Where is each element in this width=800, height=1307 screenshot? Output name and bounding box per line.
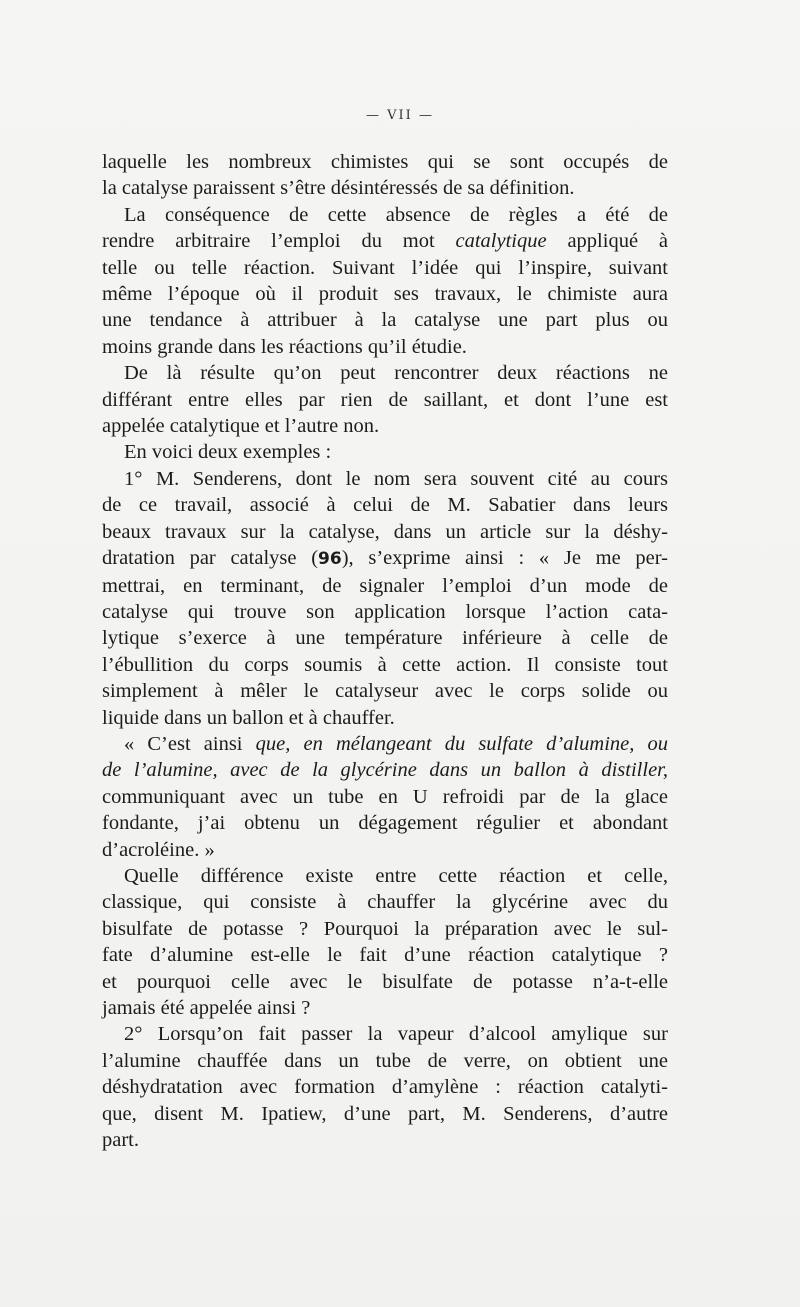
italic-term: catalytique	[455, 230, 547, 253]
text-line: laquelle les nombreux chimistes qui se sont occupés de	[102, 151, 668, 173]
paragraph-4	[102, 439, 668, 465]
text-line: la catalyse paraissent s’être désintéressés de sa définition.	[102, 177, 575, 200]
text-line: l’ébullition du corps soumis à cette action. Il consiste tout	[102, 653, 668, 676]
text-run: dratation par catalyse (	[102, 547, 319, 570]
paragraph-2	[102, 202, 668, 360]
text-line: fate d’alumine est-elle le fait d’une réaction catalytique ?	[102, 944, 668, 967]
text-line: bisulfate de potasse ? Pourquoi la préparation avec le sul-	[102, 917, 668, 940]
text-line: communiquant avec un tube en U refroidi par de la glace	[102, 785, 668, 808]
text-line: En voici deux exemples :	[124, 441, 332, 464]
text-line	[102, 228, 668, 254]
text-line: Quelle différence existe entre cette réaction et celle,	[124, 864, 668, 887]
text-line: classique, qui consiste à chauffer la glycérine avec du	[102, 891, 668, 914]
paragraph-3	[102, 360, 668, 439]
text-line: La conséquence de cette absence de règles a été de	[124, 203, 668, 226]
text-line: déshydratation avec formation d’amylène : réaction catalyti-	[102, 1076, 668, 1099]
paragraph-1	[102, 149, 668, 202]
body-text	[102, 149, 668, 1153]
text-line: l’alumine chauffée dans un tube de verre, on obtient une	[102, 1049, 668, 1072]
text-line: et pourquoi celle avec le bisulfate de potasse n’a-t-elle	[102, 970, 668, 993]
paragraph-8	[102, 1021, 668, 1153]
text-line	[102, 757, 668, 783]
paragraph-6-quote	[102, 731, 668, 863]
paragraph-7	[102, 863, 668, 1021]
text-line: moins grande dans les réactions qu’il étudie.	[102, 335, 467, 358]
text-line: catalyse qui trouve son application lorsque l’action cata-	[102, 600, 668, 623]
text-line: liquide dans un ballon et à chauffer.	[102, 706, 395, 729]
text-line: simplement à mêler le catalyseur avec le corps solide ou	[102, 680, 668, 703]
text-run: appliqué à	[546, 230, 668, 253]
text-line	[102, 545, 668, 572]
text-line: fondante, j’ai obtenu un dégagement régulier et abondant	[102, 812, 668, 835]
text-line: lytique s’exerce à une température inférieure à celle de	[102, 627, 668, 650]
italic-quote: de l’alumine, avec de la glycérine dans un ballon à distiller,	[102, 759, 668, 782]
text-line: part.	[102, 1129, 139, 1152]
bibliography-reference: 96	[318, 549, 342, 570]
text-run: ), s’exprime ainsi : « Je me per-	[341, 547, 668, 570]
text-line	[102, 731, 668, 757]
italic-quote: que, en mélangeant du sulfate d’alumine, ou	[255, 732, 668, 755]
page-number: — VII —	[366, 108, 434, 123]
text-line: telle ou telle réaction. Suivant l’idée qui l’inspire, suivant	[102, 256, 668, 279]
text-line: une tendance à attribuer à la catalyse une part plus ou	[102, 309, 668, 332]
text-line: 2° Lorsqu’on fait passer la vapeur d’alcool amylique sur	[124, 1023, 668, 1046]
text-line: même l’époque où il produit ses travaux, le chimiste aura	[102, 283, 668, 306]
text-line: appelée catalytique et l’autre non.	[102, 415, 380, 438]
text-line: que, disent M. Ipatiew, d’une part, M. Senderens, d’autre	[102, 1102, 668, 1125]
text-line: mettrai, en terminant, de signaler l’emploi d’un mode de	[102, 574, 668, 597]
paragraph-5	[102, 466, 668, 731]
text-line: d’acroléine. »	[102, 838, 215, 861]
text-line: De là résulte qu’on peut rencontrer deux réactions ne	[124, 362, 668, 385]
text-run: rendre arbitraire l’emploi du mot	[102, 230, 456, 253]
text-line: beaux travaux sur la catalyse, dans un article sur la déshy-	[102, 520, 668, 543]
text-line: 1° M. Senderens, dont le nom sera souvent cité au cours	[124, 467, 668, 490]
text-line: de ce travail, associé à celui de M. Sabatier dans leurs	[102, 494, 668, 517]
text-line: différant entre elles par rien de saillant, et dont l’une est	[102, 388, 668, 411]
text-line: jamais été appelée ainsi ?	[102, 997, 311, 1019]
text-run: « C’est ainsi	[124, 732, 256, 755]
